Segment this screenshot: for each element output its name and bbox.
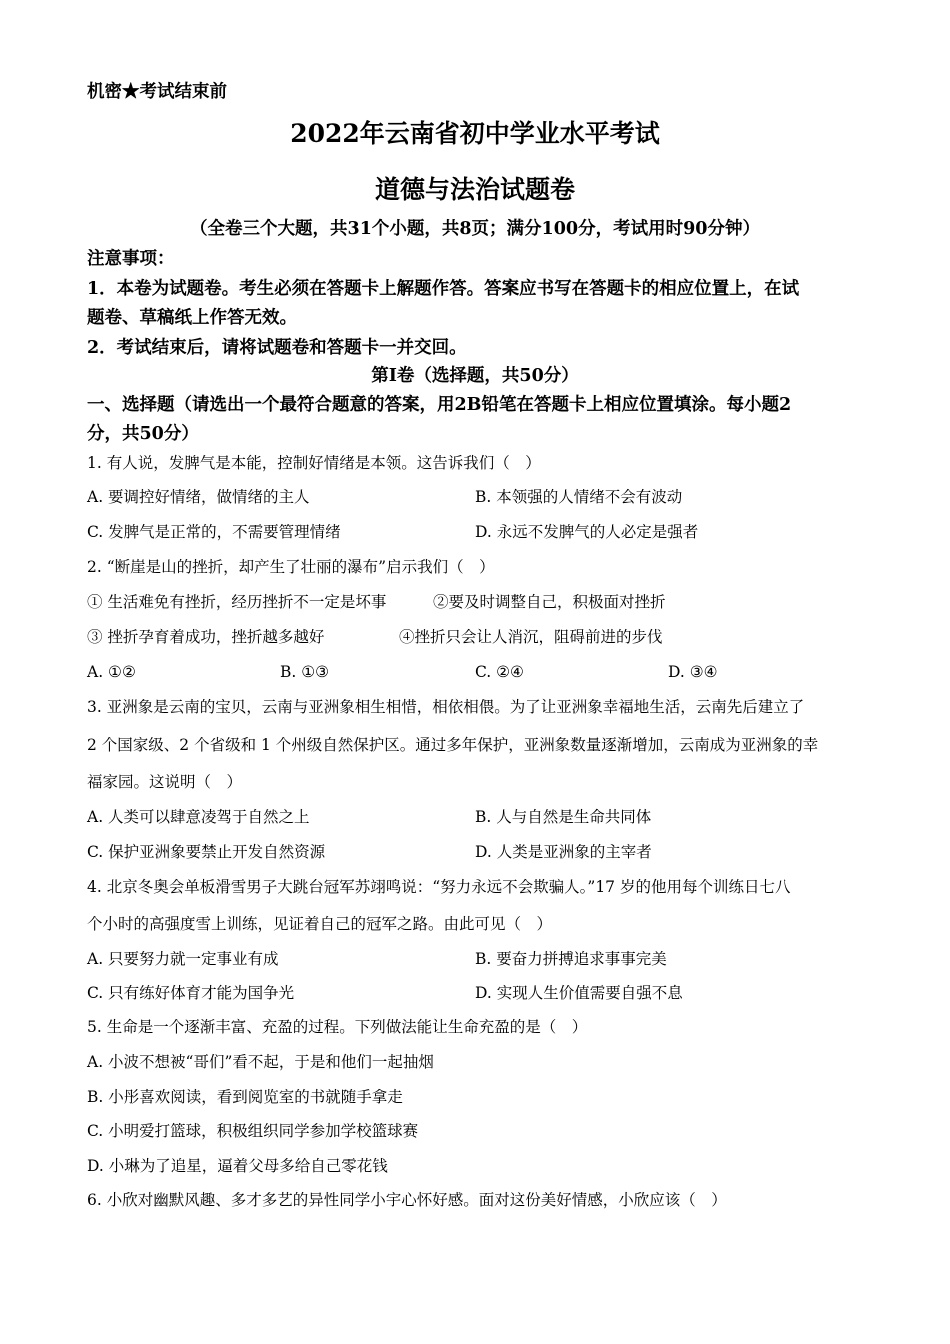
question-6-stem: 6. 小欣对幽默风趣、多才多艺的异性同学小宇心怀好感。面对这份美好情感，小欣应该（ ）	[87, 1191, 727, 1209]
question-5-option-b: B. 小彤喜欢阅读，看到阅览室的书就随手拿走	[87, 1088, 403, 1106]
question-1-stem: 1. 有人说，发脾气是本能，控制好情绪是本领。这告诉我们（ ）	[87, 454, 541, 472]
question-4-stem: 4. 北京冬奥会单板滑雪男子大跳台冠军苏翊鸣说：“努力永远不会欺骗人。”17 岁的他用每个训练日七八	[87, 878, 791, 896]
notice-heading: 注意事项：	[87, 249, 175, 269]
question-2-stem: 2. “断崖是山的挫折，却产生了壮丽的瀑布”启示我们（ ）	[87, 558, 495, 576]
question-2-statement-1: ① 生活难免有挫折，经历挫折不一定是坏事	[87, 593, 387, 611]
notice-item-1-cont: 题卷、草稿纸上作答无效。	[87, 308, 297, 328]
question-3-stem: 3. 亚洲象是云南的宝贝，云南与亚洲象相生相惜，相依相偎。为了让亚洲象幸福地生活，云南先后建立了	[87, 698, 805, 716]
question-5-option-c: C. 小明爱打篮球，积极组织同学参加学校篮球赛	[87, 1122, 419, 1140]
notice-item-2: 2．考试结束后，请将试题卷和答题卡一并交回。	[87, 338, 467, 358]
question-4-stem-cont: 个小时的高强度雪上训练，见证着自己的冠军之路。由此可见（ ）	[87, 915, 553, 933]
section-heading-cont: 分，共50分）	[87, 424, 199, 444]
notice-item-1: 1．本卷为试题卷。考生必须在答题卡上解题作答。答案应书写在答题卡的相应位置上，在试	[87, 279, 800, 299]
question-5-option-a: A. 小波不想被“哥们”看不起，于是和他们一起抽烟	[87, 1053, 434, 1071]
question-3-option-b: B. 人与自然是生命共同体	[475, 808, 652, 826]
exam-info: （全卷三个大题，共31个小题，共8页；满分100分，考试用时90分钟）	[190, 219, 760, 239]
question-4-option-d: D. 实现人生价值需要自强不息	[475, 984, 683, 1002]
exam-title: 2022年云南省初中学业水平考试	[290, 119, 660, 148]
section-heading: 一、选择题（请选出一个最符合题意的答案，用2B铅笔在答题卡上相应位置填涂。每小题2	[87, 395, 792, 415]
question-4-option-a: A. 只要努力就一定事业有成	[87, 950, 279, 968]
question-2-option-d: D. ③④	[668, 663, 718, 681]
question-1-option-a: A. 要调控好情绪，做情绪的主人	[87, 488, 310, 506]
subject-title: 道德与法治试题卷	[374, 175, 575, 204]
question-2-option-c: C. ②④	[475, 663, 524, 681]
question-1-option-d: D. 永远不发脾气的人必定是强者	[475, 523, 699, 541]
question-5-option-d: D. 小琳为了追星，逼着父母多给自己零花钱	[87, 1157, 388, 1175]
question-2-statement-4: ④挫折只会让人消沉，阻碍前进的步伐	[399, 628, 663, 646]
question-3-stem-cont-2: 福家园。这说明（ ）	[87, 773, 243, 791]
question-3-stem-cont-1: 2 个国家级、2 个省级和 1 个州级自然保护区。通过多年保护，亚洲象数量逐渐增加，云南成为亚洲象的幸	[87, 736, 819, 754]
question-3-option-c: C. 保护亚洲象要禁止开发自然资源	[87, 843, 326, 861]
part-title: 第I卷（选择题，共50分）	[371, 366, 579, 386]
question-4-option-c: C. 只有练好体育才能为国争光	[87, 984, 295, 1002]
question-3-option-d: D. 人类是亚洲象的主宰者	[475, 843, 652, 861]
question-5-stem: 5. 生命是一个逐渐丰富、充盈的过程。下列做法能让生命充盈的是（ ）	[87, 1018, 588, 1036]
question-1-option-b: B. 本领强的人情绪不会有波动	[475, 488, 683, 506]
question-3-option-a: A. 人类可以肆意凌驾于自然之上	[87, 808, 310, 826]
question-2-statement-2: ②要及时调整自己，积极面对挫折	[433, 593, 666, 611]
question-1-option-c: C. 发脾气是正常的，不需要管理情绪	[87, 523, 341, 541]
confidential-label: 机密★考试结束前	[87, 82, 227, 102]
question-2-statement-3: ③ 挫折孕育着成功，挫折越多越好	[87, 628, 325, 646]
question-2-option-b: B. ①③	[280, 663, 330, 681]
question-2-option-a: A. ①②	[87, 663, 136, 681]
question-4-option-b: B. 要奋力拼搏追求事事完美	[475, 950, 667, 968]
